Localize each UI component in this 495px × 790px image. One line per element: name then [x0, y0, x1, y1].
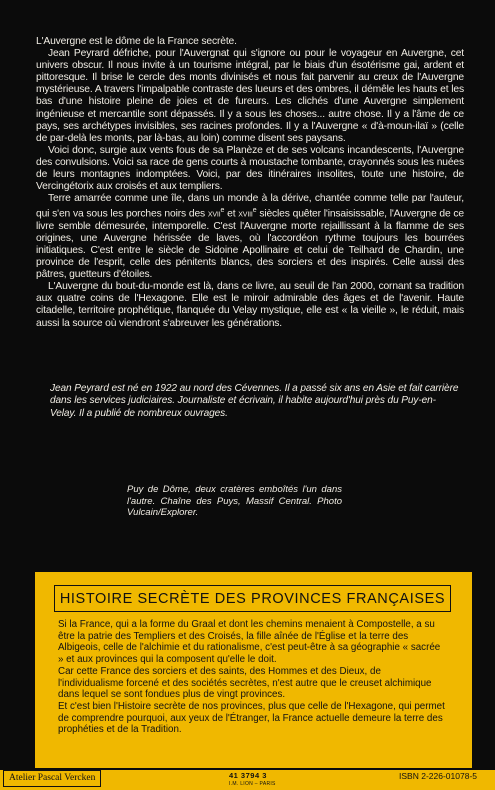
blurb-paragraph: Voici donc, surgie aux vents fous de sa Planèze et de ses volcans incandescents, l'Auvergne des convulsions. Voici sa race de gens courts à moustache tombante, crayonnés sous les nuées de leurs montagnes indomptées. Voici, par des itinéraires insolites, toute une histoire, de Vercingétorix aux croisés et aux templiers.	[36, 144, 464, 193]
blurb-paragraph	[36, 193, 464, 281]
publisher-logo: Atelier Pascal Vercken	[3, 770, 101, 787]
blurb-paragraph: Jean Peyrard défriche, pour l'Auvergnat qui s'ignore ou pour le voyageur en Auvergne, cet univers obscur. Il nous invite à un tourisme intégral, par le biais d'un ésotérisme gai, ardent et pittoresque. Il brise le cercle des monts divinisés et nous fait parvenir au creux de l'Auvergne mystérieuse. A travers l'impalpable contraste des lueurs et des ombres, il démêle les hauts et les bas d'une histoire pleine de joies et de fureurs. Les clichés d'une Auvergne simplement ingénieuse et mercantile sont dépassés. Il y a sous les choses... autre chose. Il y a l'âme de ce pays, ses archétypes invisibles, ses racines profondes. Il y a l'Auvergne « d'à-moun-ilaï » (celle de par-delà les monts, par là-bas, au loin) comme disent ses paysans.	[36, 48, 464, 144]
photo-caption: Puy de Dôme, deux cratères emboîtés l'un dans l'autre. Chaîne des Puys, Massif Central. Photo Vulcain/Explorer.	[127, 484, 342, 519]
blurb-paragraph: L'Auvergne est le dôme de la France secrète.	[36, 36, 237, 47]
century-numeral: xviii	[238, 208, 253, 220]
author-bio: Jean Peyrard est né en 1922 au nord des Cévennes. Il a passé six ans en Asie et fait carrière dans les services judiciaires. Journaliste et écrivain, il habite aujourd'hui près du Puy-en-Velay. Il a publié de nombreux ouvrages.	[50, 383, 459, 419]
series-paragraph: Si la France, qui a la forme du Graal et dont les chemins menaient à Compostelle, a su être la patrie des Templiers et des Croisés, la fille aînée de l'Église et la terre des Albigeois, celle de l'alchimie et du rationalisme, c'est peut-être à sa géographie « sacrée » et aux provinces qui la composent qu'elle le doit.	[58, 619, 441, 666]
series-paragraph: Et c'est bien l'Histoire secrète de nos provinces, plus que celle de l'Hexagone, qui permet de comprendre pourquoi, aux yeux de l'Étranger, la France actuelle demeure la terre des prophéties et de la Tradition.	[58, 700, 445, 736]
series-description	[58, 619, 448, 736]
series-paragraph: Car cette France des sorciers et des saints, des Hommes et des Dieux, de l'individualisme forcené et des sociétés secrètes, n'est autre que le creuset alchimique dans lequel se sont fondues plus de vingt provinces.	[58, 665, 432, 701]
footer-bar	[0, 770, 495, 790]
century-superscript: e	[252, 207, 257, 215]
century-numeral: xvii	[207, 208, 221, 220]
back-cover-blurb	[36, 36, 464, 330]
product-code: 41 3794 3	[229, 771, 267, 780]
blurb-text: siècles quêter l'insaisissable, l'Auvergne de ce livre semble démesurée, intemporelle. C'est l'Auvergne morte rejaillissant à la flamme de ses origines, une Auvergne hérissée de laves, où l'accordéon rythme toujours les bourrées initiatiques. C'est entre le siècle de Sidoine Apollinaire et celui de Teilhard de Chardin, une province de l'esprit, celle des pénitents blancs, des sorciers et des inspirés. Celle aussi des pâtres, guetteurs d'étoiles.	[36, 208, 464, 281]
blurb-text: Terre amarrée comme une île, dans un monde à la dérive, chantée comme telle par l'auteur, qui s'en va sous les porches noirs des	[36, 193, 464, 220]
blurb-text: et	[224, 208, 239, 220]
series-title: HISTOIRE SECRÈTE DES PROVINCES FRANÇAISES	[54, 585, 451, 612]
printer-imprint: I.M. LION – PARIS	[229, 781, 276, 787]
century-superscript: e	[220, 207, 225, 215]
isbn: ISBN 2-226-01078-5	[399, 771, 477, 781]
blurb-paragraph: L'Auvergne du bout-du-monde est là, dans ce livre, au seuil de l'an 2000, cornant sa tradition aux quatre coins de l'Hexagone. Elle est le miroir admirable des âges et de l'avenir. Haute citadelle, territoire prophétique, flanquée du Velay mystique, elle est « la vieille », le réduit, mais aussi la source où viendront s'abreuver les générations.	[36, 281, 464, 329]
series-box	[35, 572, 472, 768]
